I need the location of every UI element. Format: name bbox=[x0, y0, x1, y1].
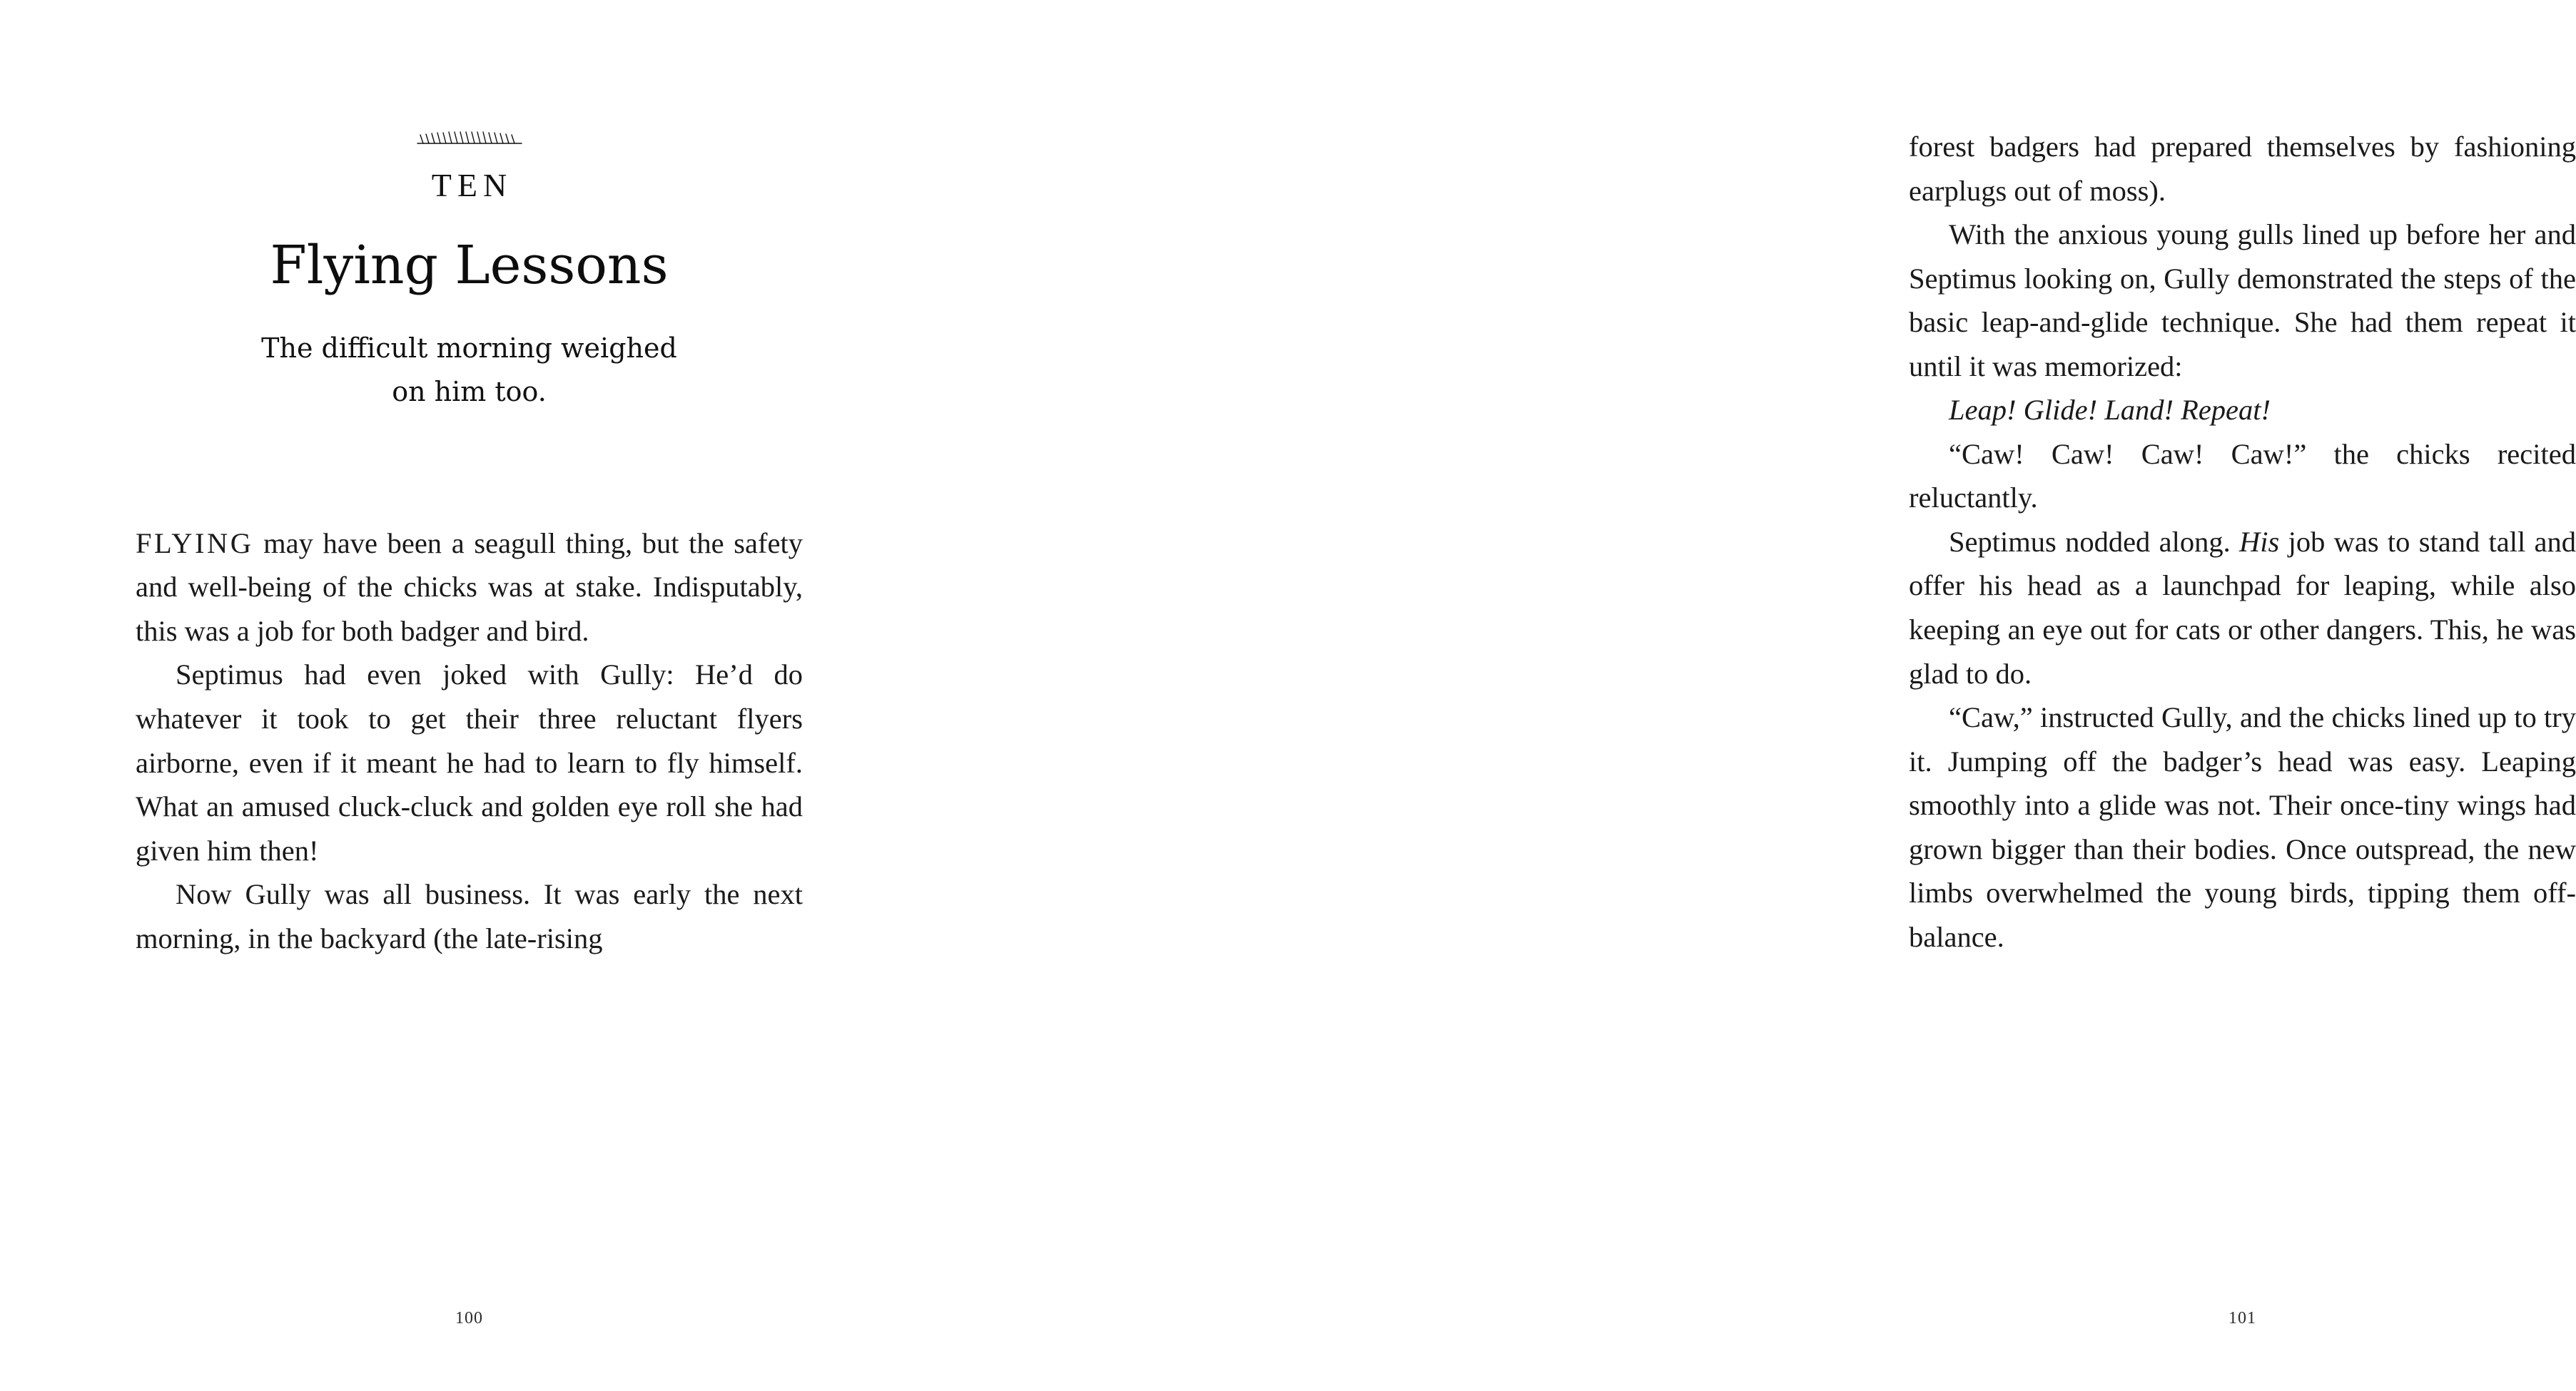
paragraph: “Caw,” instructed Gully, and the chicks lined up to try it. Jumping off the badger’s head was easy. Leaping smoothly into a glide was not. Their once-tiny wings had grown bigger than their bodies. Once outspread, the new limbs overwhelmed the young birds, tipping them off-balance. bbox=[1909, 701, 2576, 953]
chapter-header bbox=[136, 125, 803, 414]
paragraph: forest badgers had prepared themselves by fashioning earplugs out of moss). bbox=[1909, 131, 2576, 207]
paragraph-text-b: job was to stand tall and offer his head as a launchpad for leaping, while also keeping an eye out for cats or other dangers. This, he was glad to do. bbox=[1909, 525, 2576, 690]
paragraph: “Caw! Caw! Caw! Caw!” the chicks recited reluctantly. bbox=[1909, 437, 2576, 514]
paragraph: Septimus had even joked with Gully: He’d do whatever it took to get their three reluctant flyers airborne, even if it meant he had to learn to fly himself. What an amused cluck-cluck and golden eye roll she had given him then! bbox=[136, 658, 803, 867]
paragraph-text: may have been a seagull thing, but the safety and well-being of the chicks was at stake. Indisputably, this was a job for both badger and bird. bbox=[136, 526, 803, 647]
left-page-body bbox=[136, 521, 803, 960]
leaf-rule-ornament bbox=[409, 125, 530, 153]
right-page-body bbox=[1909, 125, 2576, 959]
paragraph bbox=[136, 521, 803, 653]
paragraph: With the anxious young gulls lined up before her and Septimus looking on, Gully demonstrated the steps of the basic leap-and-glide technique. She had them repeat it until it was memorized: bbox=[1909, 218, 2576, 382]
chapter-number: TEN bbox=[431, 167, 513, 203]
paragraph-text-a: Septimus nodded along. bbox=[1949, 525, 2239, 558]
opening-words: FLYING bbox=[136, 526, 254, 559]
emphasis-his: His bbox=[2239, 525, 2280, 558]
page-number-left: 100 bbox=[455, 1309, 483, 1328]
chapter-epigraph bbox=[136, 327, 803, 414]
paragraph-chant: Leap! Glide! Land! Repeat! bbox=[1949, 394, 2271, 427]
chapter-title: Flying Lessons bbox=[270, 235, 669, 296]
epigraph-line-2: on him too. bbox=[392, 376, 547, 408]
epigraph-line-1: The difficult morning weighed bbox=[261, 332, 677, 364]
left-page bbox=[0, 0, 928, 1391]
left-page-column bbox=[136, 125, 803, 960]
right-page-column bbox=[1909, 125, 2576, 959]
paragraph bbox=[1909, 520, 2576, 696]
right-page bbox=[928, 0, 2576, 1391]
page-number-right: 101 bbox=[2228, 1309, 2256, 1328]
paragraph: Now Gully was all business. It was early the next morning, in the backyard (the late-rising bbox=[136, 878, 803, 954]
